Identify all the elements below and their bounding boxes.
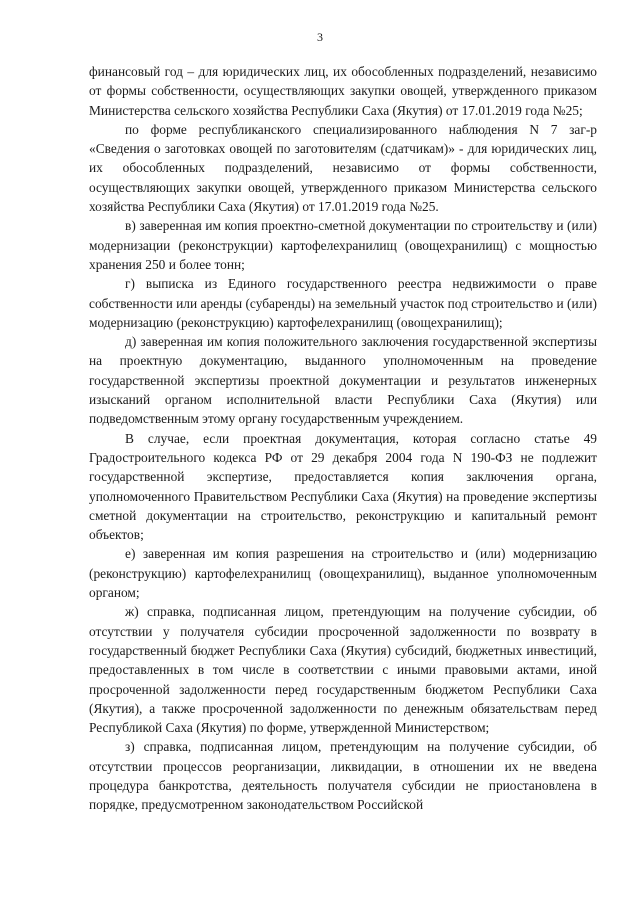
document-body bbox=[89, 62, 597, 815]
paragraph: е) заверенная им копия разрешения на строительство и (или) модернизацию (реконструкцию) картофелехранилищ (овощехранилищ), выданное уполномоченным органом; bbox=[89, 546, 597, 601]
paragraph: в) заверенная им копия проектно-сметной документации по строительству и (или) модернизации (реконструкции) картофелехранилищ (овощехранилищ) с мощностью хранения 250 и более тонн; bbox=[89, 218, 597, 272]
paragraph: з) справка, подписанная лицом, претендующим на получение субсидии, об отсутствии процессов реорганизации, ликвидации, в отношении их не введена процедура банкротства, деятельность получателя субсидии не приостановлена в порядке, предусмотренном законодательством Российской bbox=[89, 739, 597, 813]
paragraph: г) выписка из Единого государственного реестра недвижимости о праве собственности или аренды (субаренды) на земельный участок под строительство и (или) модернизацию (реконструкцию) картофелехранилищ (овощехранилищ); bbox=[89, 276, 597, 330]
paragraph: финансовый год – для юридических лиц, их обособленных подразделений, независимо от формы собственности, осуществляющих закупки овощей, утвержденного приказом Министерства сельского хозяйства Республики Саха (Якутия) от 17.01.2019 года №25; bbox=[89, 64, 597, 118]
paragraph: ж) справка, подписанная лицом, претендующим на получение субсидии, об отсутствии у получателя субсидии просроченной задолженности по возврату в государственный бюджет Республики Саха (Якутия) субсидий, бюджетных инвестиций, предоставленных в том числе в соответствии с иными правовыми актами, иной просроченной задолженности перед государственным бюджетом Республики Саха (Якутия), а также просроченной задолженности по денежным обязательствам перед Республикой Саха (Якутия) по форме, утвержденной Министерством; bbox=[89, 604, 597, 736]
paragraph: д) заверенная им копия положительного заключения государственной экспертизы на проектную документацию, выданного уполномоченным на проведение государственной экспертизы проектной документации и результатов инженерных изысканий органом исполнительной власти Республики Саха (Якутия) или подведомственным этому органу государственным учреждением. bbox=[89, 334, 597, 427]
page-number: 3 bbox=[317, 30, 323, 44]
paragraph: В случае, если проектная документация, которая согласно статье 49 Градостроительного кодекса РФ от 29 декабря 2004 года N 190-ФЗ не подлежит государственной экспертизе, предоставляется копия заключения органа, уполномоченного Правительством Республики Саха (Якутия) на проведение экспертизы сметной документации на строительство, реконструкцию и капитальный ремонт объектов; bbox=[89, 430, 597, 543]
paragraph: по форме республиканского специализированного наблюдения N 7 заг-р «Сведения о заготовках овощей по заготовителям (сдатчикам)» - для юридических лиц, их обособленных подразделений, независимо от формы собственности, осуществляющих закупки овощей, утвержденного приказом Министерства сельского хозяйства Республики Саха (Якутия) от 17.01.2019 года №25. bbox=[89, 121, 597, 215]
